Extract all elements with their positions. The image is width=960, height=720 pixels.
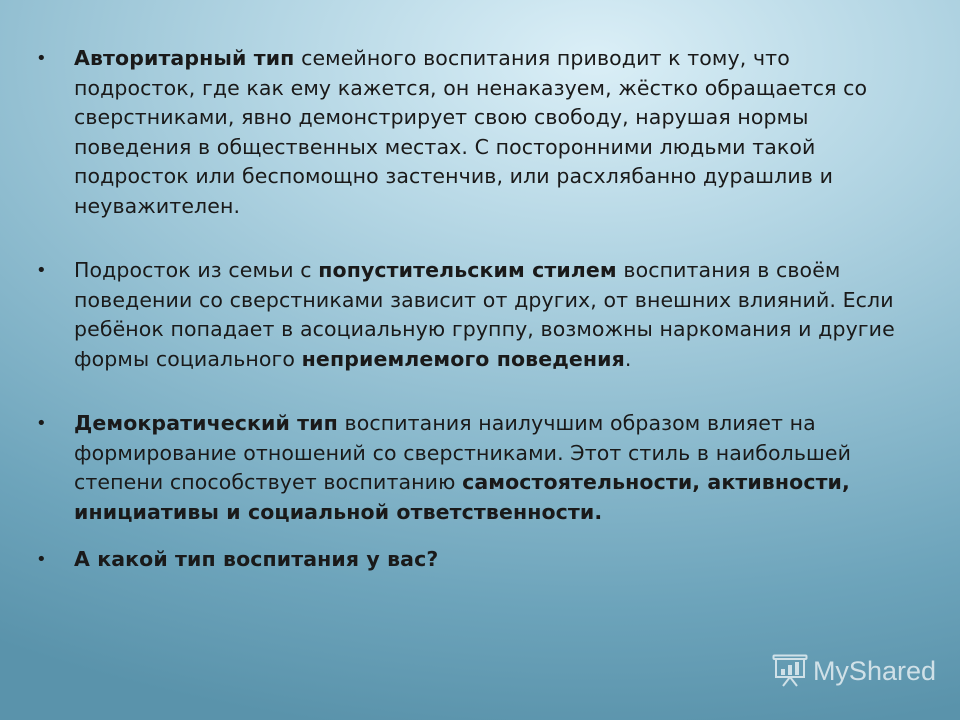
bullet-list <box>36 44 916 575</box>
bullet-dot: • <box>36 48 47 69</box>
bullet-text: семейного воспитания приводит к тому, что подросток, где как ему кажется, он ненаказуем, жёстко обращается со сверстниками, явно демонстрирует свою свободу, нарушая нормы поведения в общественных местах. С посторонними людьми такой подросток или беспомощно застенчив, или расхлябанно дурашлив и неуважителен. <box>74 46 868 218</box>
term-authoritarian: Авторитарный тип <box>74 46 295 70</box>
bullet-dot: • <box>36 413 47 434</box>
bullet-text: Подросток из семьи с <box>74 258 319 282</box>
bullet-dot: • <box>36 260 47 281</box>
bullet-item-question <box>36 545 916 575</box>
bullet-item-authoritarian <box>36 44 916 221</box>
bullet-text: . <box>624 346 632 371</box>
bullet-item-democratic <box>36 409 916 527</box>
watermark-text: MyShared <box>812 655 936 686</box>
term-democratic: Демократический тип <box>74 411 338 435</box>
term-qualities: самостоятельности, активности, инициативы и социальной ответственности. <box>74 470 850 524</box>
term-unacceptable-behavior: неприемлемого поведения <box>301 346 625 371</box>
projector-screen-icon <box>772 654 808 688</box>
bullet-text: воспитания наилучшим образом влияет на формирование отношений со сверстниками. Этот стиль в наибольшей степени способствует воспитанию <box>74 411 852 494</box>
bullet-text: воспитания в своём поведении со сверстниками зависит от других, от внешних влияний. Если ребёнок попадает в асоциальную группу, возможны наркомания и другие формы социального <box>74 258 895 371</box>
question-text: А какой тип воспитания у вас? <box>74 547 439 571</box>
watermark-logo <box>772 654 936 688</box>
bullet-dot: • <box>36 549 47 570</box>
term-permissive: попустительским стилем <box>318 258 617 282</box>
bullet-item-permissive <box>36 256 916 374</box>
